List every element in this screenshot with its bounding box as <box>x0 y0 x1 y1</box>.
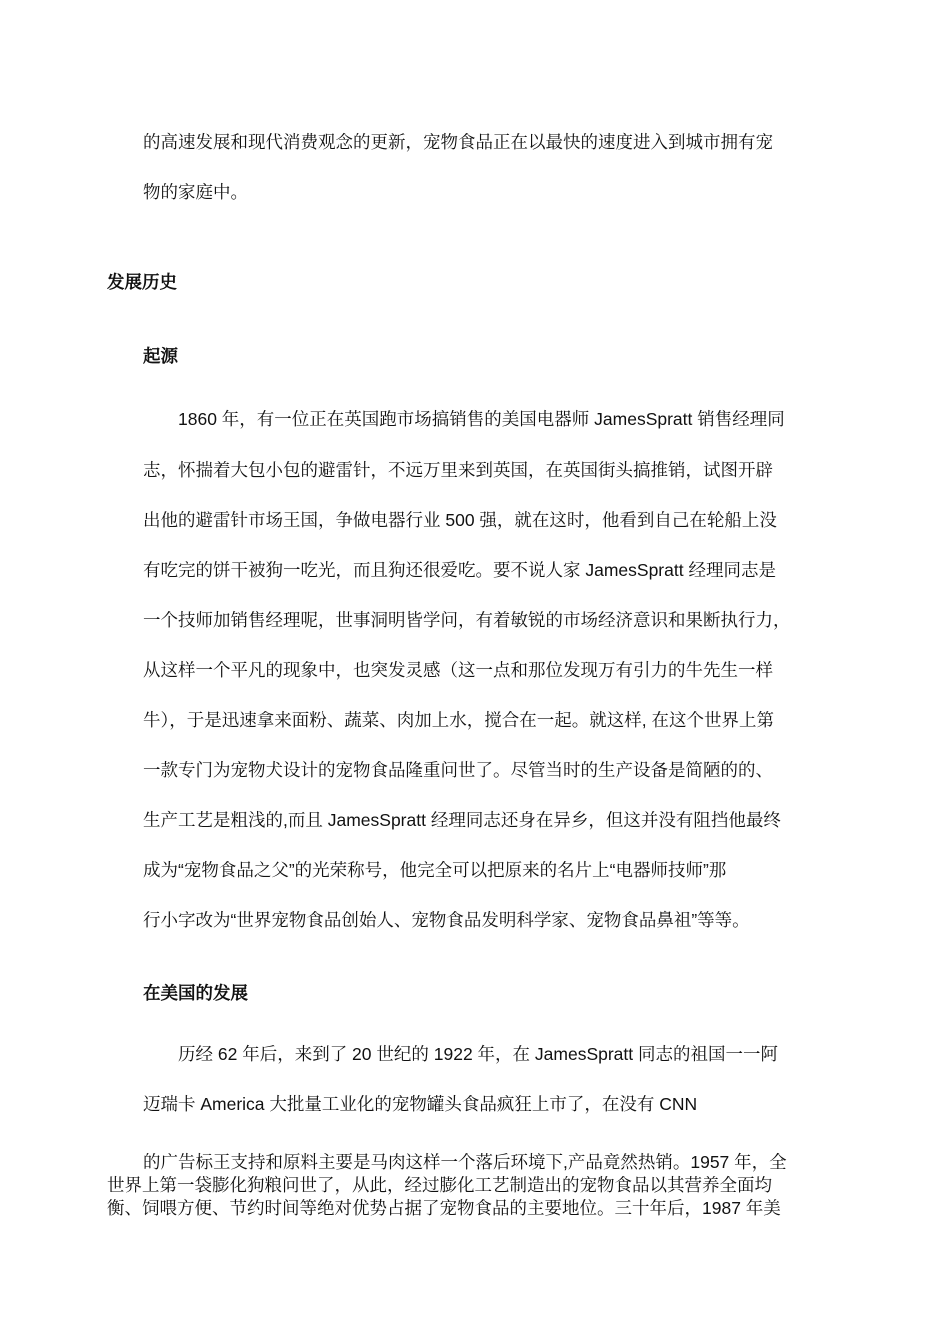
intro-line: 物的家庭中。 <box>143 182 248 202</box>
origin-line: 牛），于是迅速拿来面粉、蔬菜、肉加上水，搅合在一起。就这样, 在这个世界上第 <box>143 710 774 730</box>
subsection-heading-origin: 起源 <box>143 346 178 366</box>
origin-line: 出他的避雷针市场王国，争做电器行业 500 强，就在这时，他看到自己在轮船上没 <box>143 510 777 530</box>
origin-line: 成为“宠物食品之父”的光荣称号，他完全可以把原来的名片上“电器师技师”那 <box>143 860 727 880</box>
us-line: 世界上第一袋膨化狗粮问世了，从此，经过膨化工艺制造出的宠物食品以其营养全面均 <box>107 1175 772 1195</box>
us-line: 历经 62 年后，来到了 20 世纪的 1922 年，在 JamesSpratt 同志的祖国一一阿 <box>178 1044 778 1064</box>
origin-line: 一款专门为宠物犬设计的宠物食品隆重问世了。尽管当时的生产设备是简陋的的、 <box>143 760 773 780</box>
subsection-heading-us: 在美国的发展 <box>143 983 248 1003</box>
origin-line: 从这样一个平凡的现象中，也突发灵感（这一点和那位发现万有引力的牛先生一样 <box>143 660 773 680</box>
us-line: 迈瑞卡 America 大批量工业化的宠物罐头食品疯狂上市了，在没有 CNN <box>143 1094 698 1114</box>
us-line: 衡、饲喂方便、节约时间等绝对优势占据了宠物食品的主要地位。三十年后，1987 年美 <box>107 1198 781 1218</box>
origin-line: 志，怀揣着大包小包的避雷针，不远万里来到英国，在英国街头搞推销，试图开辟 <box>143 460 773 480</box>
origin-line: 1860 年，有一位正在英国跑市场搞销售的美国电器师 JamesSpratt 销售经理同 <box>178 409 785 429</box>
us-line: 的广告标王支持和原料主要是马肉这样一个落后环境下,产品竟然热销。1957 年，全 <box>143 1152 787 1172</box>
origin-line: 生产工艺是粗浅的,而且 JamesSpratt 经理同志还身在异乡，但这并没有阻挡他最终 <box>143 810 781 830</box>
origin-line: 一个技师加销售经理呢，世事洞明皆学问，有着敏锐的市场经济意识和果断执行力， <box>143 610 791 630</box>
origin-line: 行小字改为“世界宠物食品创始人、宠物食品发明科学家、宠物食品鼻祖”等等。 <box>143 910 750 930</box>
section-heading: 发展历史 <box>107 272 177 292</box>
intro-line: 的高速发展和现代消费观念的更新，宠物食品正在以最快的速度进入到城市拥有宠 <box>143 132 773 152</box>
origin-line: 有吃完的饼干被狗一吃光，而且狗还很爱吃。要不说人家 JamesSpratt 经理同志是 <box>143 560 776 580</box>
